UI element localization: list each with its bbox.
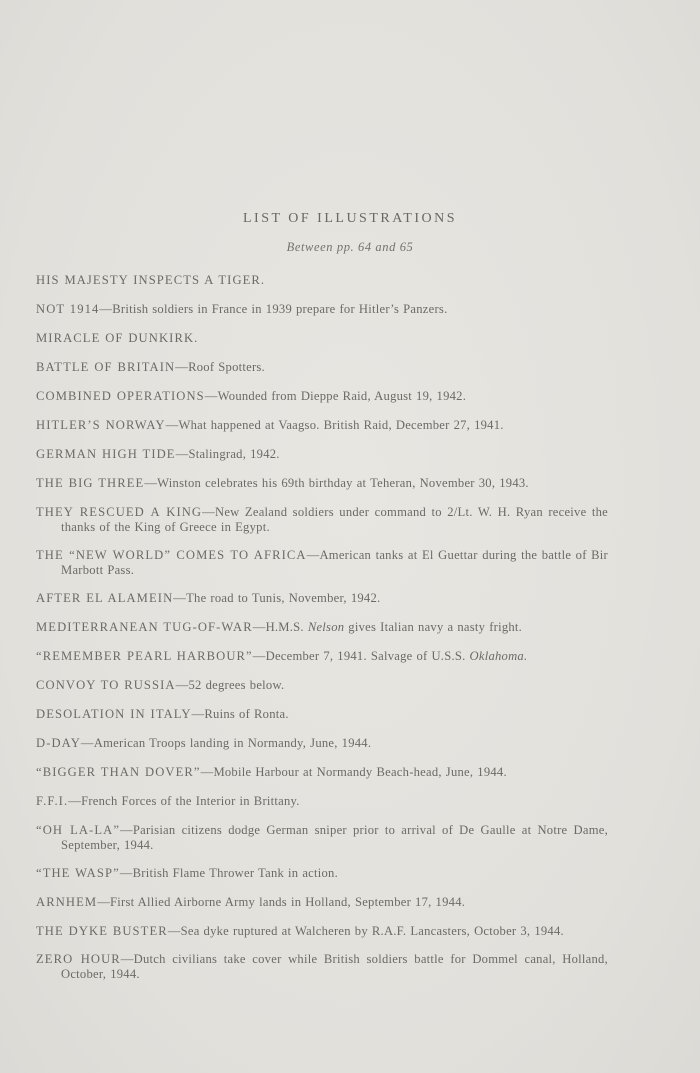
illustration-title: “THE WASP” (36, 866, 120, 880)
illustration-caption: —52 degrees below. (175, 678, 285, 692)
list-item (36, 707, 608, 722)
list-item (36, 823, 608, 853)
illustration-title: “REMEMBER PEARL HARBOUR” (36, 649, 253, 663)
list-item (36, 548, 608, 578)
list-item (36, 924, 608, 939)
list-item (36, 418, 608, 433)
list-item (36, 649, 608, 664)
illustration-title: “OH LA-LA” (36, 823, 121, 837)
illustration-caption: —December 7, 1941. Salvage of U.S.S. (252, 649, 470, 663)
list-item (36, 476, 608, 491)
illustrations-list (36, 273, 608, 995)
illustration-caption: —H.M.S. (252, 620, 308, 634)
illustration-title: “BIGGER THAN DOVER” (36, 765, 201, 779)
illustration-caption: —French Forces of the Interior in Brittany. (68, 794, 300, 808)
illustration-title: AFTER EL ALAMEIN (36, 591, 174, 605)
list-item (36, 302, 608, 317)
ship-name: Oklahoma. (469, 649, 528, 663)
illustration-title: NOT 1914 (36, 302, 100, 316)
list-item (36, 447, 608, 462)
illustration-caption: —British soldiers in France in 1939 prepare for Hitler’s Panzers. (99, 302, 448, 316)
list-item (36, 895, 608, 910)
page-range-subheading: Between pp. 64 and 65 (286, 240, 414, 254)
list-heading: LIST OF ILLUSTRATIONS (242, 211, 458, 226)
illustration-title: DESOLATION IN ITALY (36, 707, 192, 721)
illustration-caption: —American Troops landing in Normandy, June, 1944. (80, 736, 372, 750)
list-item (36, 360, 608, 375)
illustration-title: MIRACLE OF DUNKIRK. (36, 331, 199, 345)
illustration-title: D-DAY (36, 736, 81, 750)
illustration-caption: —First Allied Airborne Army lands in Holland, September 17, 1944. (97, 895, 466, 909)
list-item (36, 952, 608, 982)
illustration-caption: —Stalingrad, 1942. (175, 447, 280, 461)
illustration-title: MEDITERRANEAN TUG-OF-WAR (36, 620, 253, 634)
list-item (36, 273, 608, 288)
illustration-caption: —New Zealand soldiers under command to 2/Lt. W. H. Ryan receive the thanks of the King of Greece in Egypt. (61, 505, 608, 534)
list-item (36, 331, 608, 346)
illustration-caption: —The road to Tunis, November, 1942. (173, 591, 381, 605)
illustration-caption-tail: gives Italian navy a nasty fright. (344, 620, 523, 634)
illustration-title: F.F.I. (36, 794, 69, 808)
illustration-title: BATTLE OF BRITAIN (36, 360, 176, 374)
list-item (36, 794, 608, 809)
illustration-title: HIS MAJESTY INSPECTS A TIGER. (36, 273, 266, 287)
illustration-title: HITLER’S NORWAY (36, 418, 166, 432)
illustration-title: THE “NEW WORLD” COMES TO AFRICA (36, 548, 307, 562)
illustration-caption: —American tanks at El Guettar during the battle of Bir Marbott Pass. (61, 548, 608, 577)
list-item (36, 765, 608, 780)
illustration-caption: —What happened at Vaagso. British Raid, December 27, 1941. (165, 418, 504, 432)
illustration-title: GERMAN HIGH TIDE (36, 447, 176, 461)
illustration-title: COMBINED OPERATIONS (36, 389, 205, 403)
illustration-caption: —Ruins of Ronta. (191, 707, 289, 721)
illustration-title: ARNHEM (36, 895, 98, 909)
illustration-caption: —Roof Spotters. (175, 360, 265, 374)
list-item (36, 736, 608, 751)
list-item (36, 591, 608, 606)
list-item (36, 505, 608, 535)
illustration-caption: —Mobile Harbour at Normandy Beach-head, June, 1944. (200, 765, 507, 779)
illustration-caption: —Wounded from Dieppe Raid, August 19, 1942. (204, 389, 467, 403)
illustration-title: THE DYKE BUSTER (36, 924, 168, 938)
illustration-caption: —Sea dyke ruptured at Walcheren by R.A.F. Lancasters, October 3, 1944. (167, 924, 564, 938)
ship-name: Nelson (307, 620, 345, 634)
list-item (36, 678, 608, 693)
illustration-title: ZERO HOUR (36, 952, 121, 966)
illustration-title: CONVOY TO RUSSIA (36, 678, 176, 692)
list-item (36, 866, 608, 881)
illustration-title: THE BIG THREE (36, 476, 145, 490)
list-item (36, 389, 608, 404)
illustration-caption: —British Flame Thrower Tank in action. (119, 866, 338, 880)
illustration-caption: —Dutch civilians take cover while British soldiers battle for Dommel canal, Holland, October, 1944. (61, 952, 608, 981)
illustration-title: THEY RESCUED A KING (36, 505, 203, 519)
illustration-caption: —Parisian citizens dodge German sniper prior to arrival of De Gaulle at Notre Dame, September, 1944. (61, 823, 608, 852)
list-item (36, 620, 608, 635)
illustration-caption: —Winston celebrates his 69th birthday at Teheran, November 30, 1943. (144, 476, 529, 490)
